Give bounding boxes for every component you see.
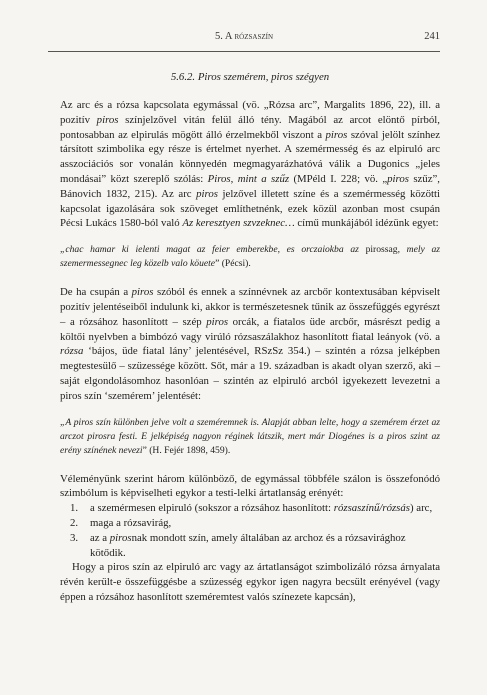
- paragraph-3: Véleményünk szerint három különböző, de egymással többféle szálon is összefonódó szimbólum is képviselheti egykor a testi-lelki ártatlanság erényét:: [60, 472, 440, 500]
- text-run: ” (H. Fejér 1898, 459).: [142, 444, 231, 456]
- italic-run: leg közelb valo köuete: [130, 258, 216, 270]
- body-text: [60, 71, 440, 605]
- list-number: 1.: [70, 502, 79, 515]
- text-run: nak mondott szín, amely általában az archoz és a rózsavirághoz kötődik.: [90, 531, 406, 559]
- italic-run: rózsaszínű/rózsás: [333, 502, 410, 515]
- italic-run: piros: [196, 187, 218, 200]
- text-run: szóval jelölt színhez társított szimbolika egy része is értelmet nyerhet. A szemérmesség és az elpiruló arc asszociációs sor vonalán könnyedén megmagyarázhatóvá válik a Dugonics „jeles mondásai” közt szereplő szólás:: [60, 128, 440, 185]
- text-run: című munkájából idézünk egyet:: [294, 217, 439, 230]
- page-number: 241: [424, 31, 440, 42]
- italic-run: piros: [206, 315, 229, 328]
- text-run: ‘bájos, üde fiatal lány’ jelentésével, RSzSz 354.) – szintén a rózsa jelképben megtestesülő – szüzessége között. Sőt, már a 19. században is akadt olyan szerző, aki – saját elgondolásomhoz hasonlóan – szintén az elpiruló arcból igyekezett levezetni a piros szín ‘szemérem’ jelentését:: [60, 345, 440, 402]
- italic-run: Az keresztyen szvzeknec…: [182, 217, 295, 230]
- list-item: [70, 501, 440, 516]
- italic-run: piros: [325, 128, 348, 141]
- block-quote-2: [60, 416, 440, 458]
- block-quote-1: [60, 243, 440, 271]
- text-run: ” (Pécsi).: [215, 258, 251, 270]
- italic-run: „chac hamar ki ielenti magat az feier emberekbe, es orczaiokba az: [60, 244, 366, 256]
- paragraph-4: Hogy a piros szín az elpiruló arc vagy az ártatlanságot szimbolizáló rózsa árnyalata révén került-e összefüggésbe a szüzesség egykor igen nagyra becsült erényével (vagy éppen a rózsához hasonlított szeméremtest valós színezete kapcsán),: [60, 561, 440, 603]
- italic-run: Piros, mint a szűz: [207, 172, 290, 185]
- list-number: 2.: [70, 516, 79, 529]
- text-run: az a: [90, 531, 110, 544]
- italic-run: piros: [387, 172, 409, 185]
- text-run: a szemérmesen elpiruló (sokszor a rózsához hasonlított:: [90, 502, 334, 515]
- section-subheading: 5.6.2. Piros szemérem, piros szégyen: [170, 71, 330, 83]
- text-run: maga a rózsavirág,: [90, 516, 172, 529]
- paragraph-2: [60, 285, 440, 403]
- italic-run: piros: [96, 113, 119, 126]
- text-run: jelzővel illetett színe és a szemérmesség közötti kapcsolat igazolására sok szöveget említhetnénk, ezek közül azonban most csupán Pécsi Lukács 1580-ból való: [60, 187, 440, 230]
- text-run: pirossag: [365, 244, 398, 256]
- numbered-list: [60, 501, 440, 560]
- italic-run: „A piros szín különben jelve volt a szeméremnek is. Alapját abban lelte, hogy a szemérem érzet az arczot pirosra festi. E jelképiség nagyon réginek látszik, mert már Diogénes is a piros szint az erény színének nevezi: [60, 416, 440, 456]
- text-run: színjelzővel vitán felül álló tény. Magából az arcot elöntő pírból, pontosabban az elpirulás mögött álló érzelmekből viszont a: [60, 113, 440, 141]
- text-run: Az arc és a rózsa kapcsolata egymással (vö. „Rózsa arc”, Margalits 1896, 22), ill. a pozitív: [60, 99, 440, 126]
- list-item: [70, 531, 440, 561]
- text-run: szűz”, Bánovich 1832, 215). Az arc: [60, 172, 440, 200]
- italic-run: piros: [109, 531, 132, 544]
- running-title: 5. A rózsaszín: [214, 31, 274, 42]
- italic-run: piros: [131, 286, 154, 299]
- running-head: [48, 31, 440, 47]
- text-run: De ha csupán a: [60, 286, 132, 299]
- list-item: [70, 516, 440, 531]
- italic-run: rózsa: [60, 345, 84, 358]
- header-rule: [48, 51, 440, 52]
- text-run: orcák, a fiatalos üde arcbőr, másrészt pedig a költői nyelvben a bimbózó vagy virúló rózsaszálakhoz hasonlított fiatal leányok (vö. a: [60, 315, 440, 343]
- list-number: 3.: [70, 531, 79, 544]
- text-run: ) arc,: [409, 502, 433, 515]
- paragraph-1: [60, 98, 440, 231]
- text-run: (MPéld I. 228; vö. „: [289, 172, 388, 185]
- text-run: szóból és ennek a színnévnek az arcbőr kontextusában képviselt pozitív jelentéseiből indulunk ki, akkor is természetesnek tűnik az összefüggés egyrészt – a rózsához hasonlított – szép: [60, 286, 441, 328]
- italic-run: , mely az szemermessegnec: [60, 244, 440, 270]
